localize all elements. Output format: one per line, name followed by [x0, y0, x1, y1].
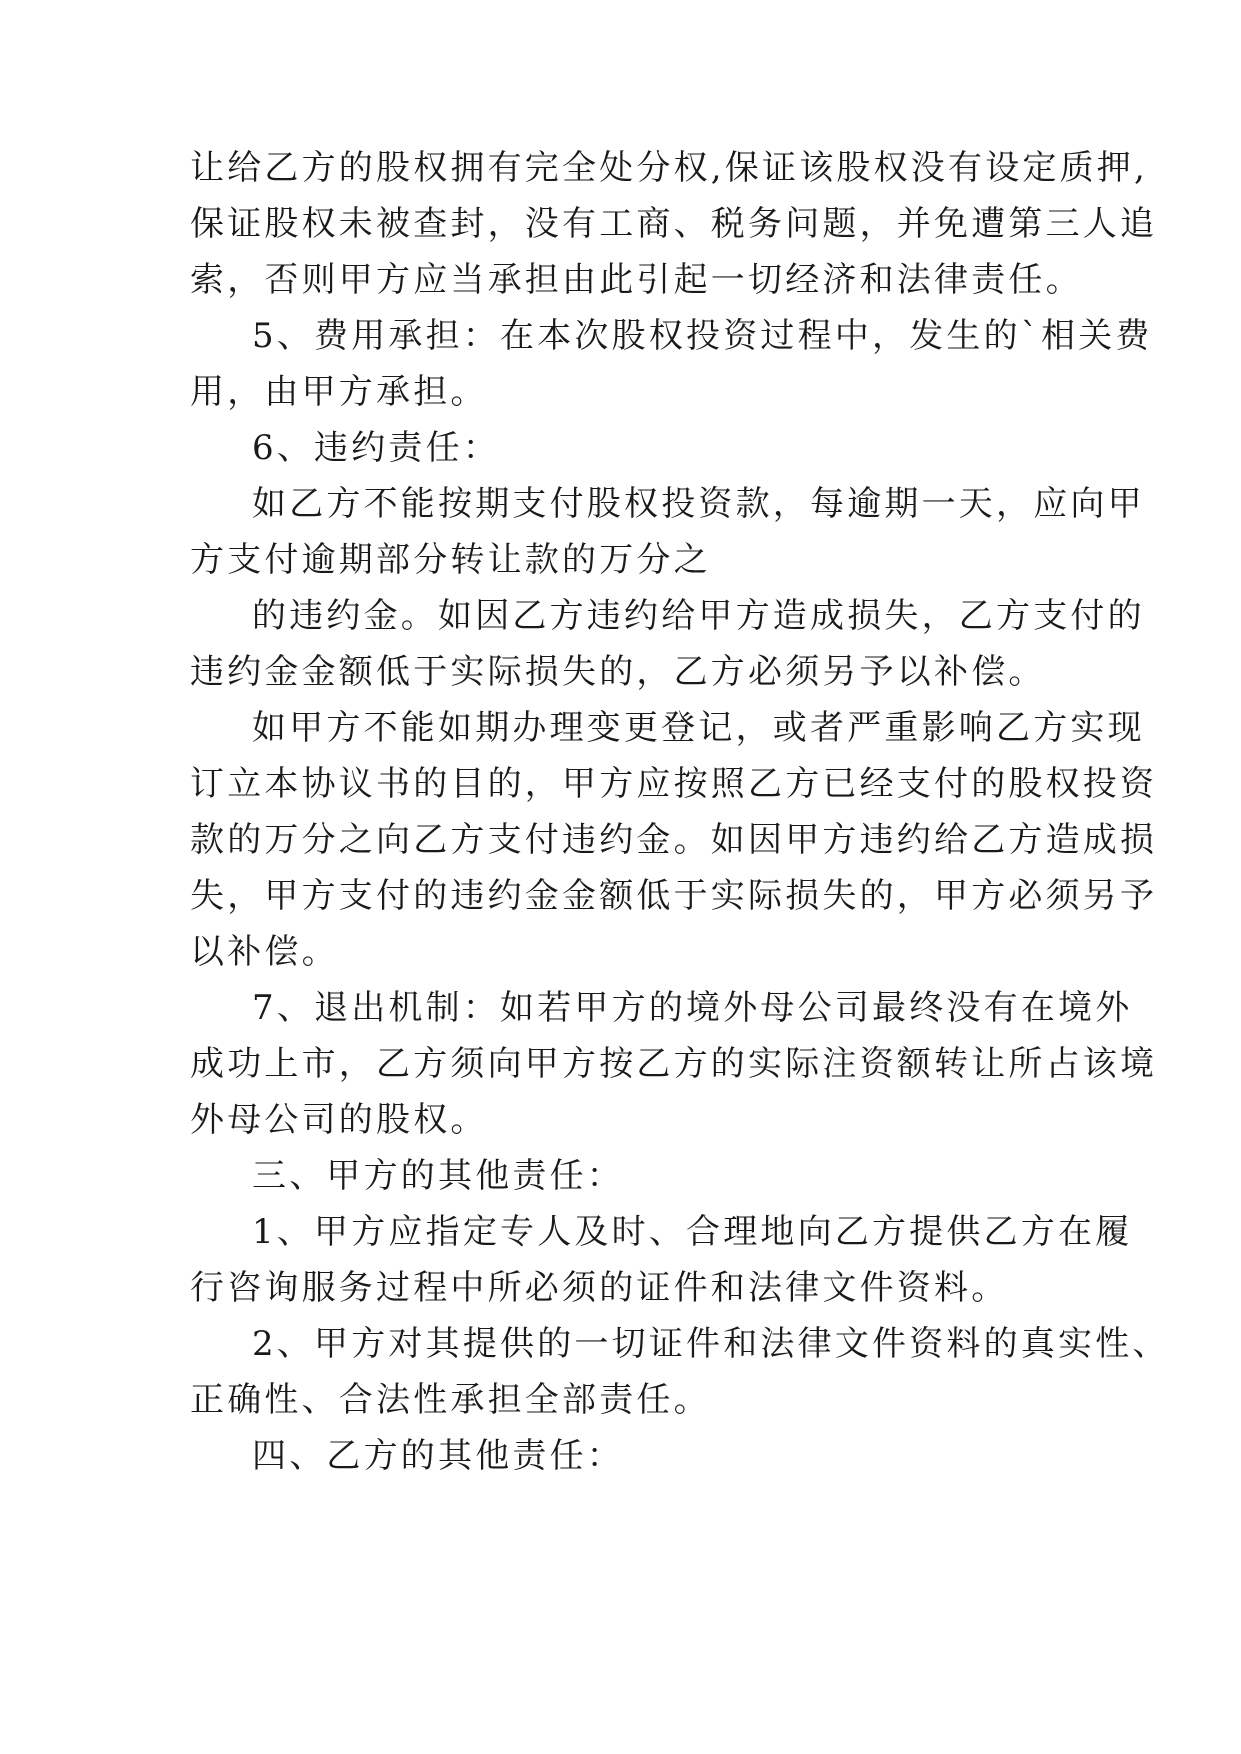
text-line: 7、退出机制：如若甲方的境外母公司最终没有在境外: [252, 988, 1133, 1028]
text-line: 正确性、合法性承担全部责任。: [190, 1380, 711, 1420]
text-line: 款的万分之向乙方支付违约金。如因甲方违约给乙方造成损: [190, 820, 1158, 860]
text-line: 让给乙方的股权拥有完全处分权,保证该股权没有设定质押,: [190, 148, 1149, 188]
text-line: 失，甲方支付的违约金金额低于实际损失的，甲方必须另予: [190, 876, 1158, 916]
text-line: 用，由甲方承担。: [190, 372, 488, 412]
section-heading: 四、乙方的其他责任：: [252, 1436, 624, 1476]
text-line: 的违约金。如因乙方违约给甲方造成损失，乙方支付的: [252, 596, 1145, 636]
text-line: 违约金金额低于实际损失的，乙方必须另予以补偿。: [190, 652, 1046, 692]
section-heading: 三、甲方的其他责任：: [252, 1156, 624, 1196]
text-line: 如甲方不能如期办理变更登记，或者严重影响乙方实现: [252, 708, 1145, 748]
text-line: 索，否则甲方应当承担由此引起一切经济和法律责任。: [190, 260, 1083, 300]
text-line: 保证股权未被查封，没有工商、税务问题，并免遭第三人追: [190, 204, 1158, 244]
text-line: 订立本协议书的目的，甲方应按照乙方已经支付的股权投资: [190, 764, 1158, 804]
section-heading: 6、违约责任：: [252, 428, 501, 468]
text-line: 以补偿。: [190, 932, 339, 972]
text-line: 行咨询服务过程中所必须的证件和法律文件资料。: [190, 1268, 1009, 1308]
text-line: 方支付逾期部分转让款的万分之: [190, 540, 711, 580]
text-line: 外母公司的股权。: [190, 1100, 488, 1140]
text-line: 1、甲方应指定专人及时、合理地向乙方提供乙方在履: [252, 1212, 1133, 1252]
text-line: 5、费用承担：在本次股权投资过程中，发生的`相关费: [252, 316, 1153, 356]
text-line: 如乙方不能按期支付股权投资款，每逾期一天，应向甲: [252, 484, 1145, 524]
text-line: 成功上市，乙方须向甲方按乙方的实际注资额转让所占该境: [190, 1044, 1158, 1084]
text-line: 2、甲方对其提供的一切证件和法律文件资料的真实性、: [252, 1324, 1170, 1364]
